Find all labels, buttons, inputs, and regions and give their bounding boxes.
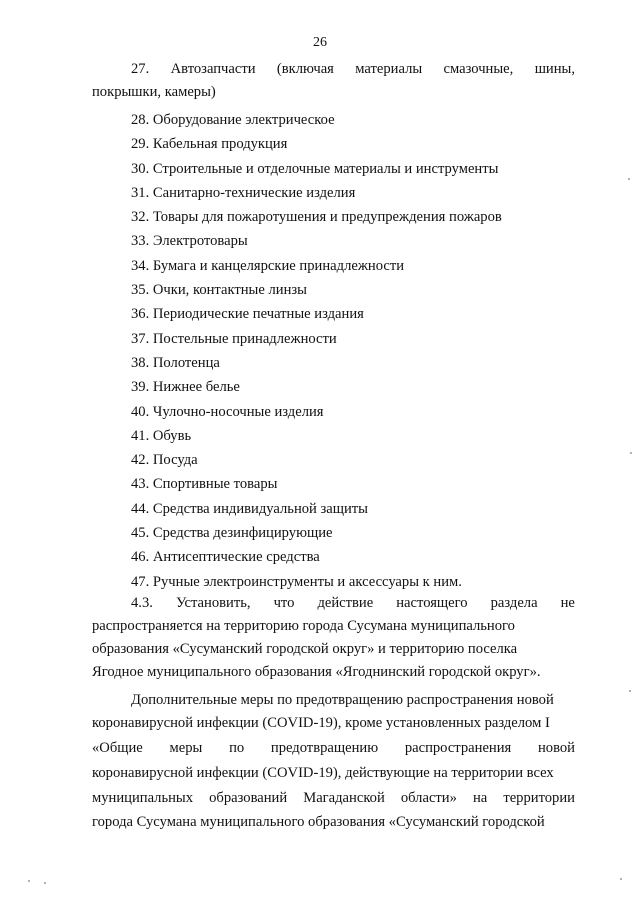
word: Магаданской (303, 790, 385, 806)
list-item: 45. Средства дезинфицирующие (131, 525, 333, 542)
list-item: 35. Очки, контактные линзы (131, 282, 307, 299)
paragraph-line-4: коронавирусной инфекции (COVID-19), действующие на территории всех (92, 765, 554, 781)
list-item: 32. Товары для пожаротушения и предупреждения пожаров (131, 209, 502, 226)
list-item: 28. Оборудование электрическое (131, 112, 335, 128)
list-item: 40. Чулочно-носочные изделия (131, 403, 324, 420)
word: Установить, (175, 595, 251, 611)
list-item: 43. Спортивные товары (131, 476, 278, 493)
scan-speck (628, 178, 630, 180)
page-number: 26 (313, 35, 327, 50)
word: что (273, 595, 295, 611)
paragraph-line-5 (92, 789, 575, 807)
paragraph-line-3 (92, 739, 575, 757)
word: не (560, 595, 575, 611)
list-item: 46. Антисептические средства (131, 549, 320, 566)
word: по (229, 740, 245, 756)
word: действие (317, 595, 374, 611)
list-item: 39. Нижнее белье (131, 379, 240, 396)
word: на (472, 790, 488, 806)
list-item: 34. Бумага и канцелярские принадлежности (131, 257, 405, 274)
word: 27. (131, 61, 150, 77)
list-item: 38. Полотенца (131, 354, 220, 371)
list-item: 36. Периодические печатные издания (131, 306, 364, 323)
goods-list (131, 108, 502, 594)
word: меры (169, 740, 203, 756)
list-item: 47. Ручные электроинструменты и аксессуары к ним. (131, 573, 462, 590)
word: раздела (490, 595, 538, 611)
list-item: 33. Электротовары (131, 233, 248, 250)
list-item: 42. Посуда (131, 452, 198, 469)
section-4-3-line-1 (131, 594, 575, 612)
list-item: 44. Средства индивидуальной защиты (131, 500, 368, 517)
word: образований (209, 790, 288, 806)
scan-speck (629, 690, 631, 692)
paragraph-line-1: Дополнительные меры по предотвращению распространения новой (131, 692, 554, 708)
section-4-3-line-2: распространяется на территорию города Сусумана муниципального (92, 618, 515, 634)
word: шины, (534, 61, 575, 77)
word: настоящего (396, 595, 468, 611)
list-item: 31. Санитарно-технические изделия (131, 184, 356, 201)
list-item: 29. Кабельная продукция (131, 136, 288, 153)
section-4-3-line-4: Ягодное муниципального образования «Ягоднинский городской округ». (92, 664, 541, 680)
word: (включая (276, 61, 334, 77)
word: новой (537, 740, 575, 756)
word: смазочные, (443, 61, 514, 77)
word: материалы (355, 61, 423, 77)
word: муниципальных (92, 790, 194, 806)
scan-speck (28, 880, 30, 882)
word: предотвращению (270, 740, 379, 756)
scan-speck (44, 882, 46, 884)
word: распространения (404, 740, 512, 756)
word: области» (400, 790, 457, 806)
list-item: 30. Строительные и отделочные материалы и инструменты (131, 160, 499, 177)
paragraph-line-2: коронавирусной инфекции (COVID-19), кроме установленных разделом I (92, 715, 550, 731)
word: «Общие (92, 740, 143, 756)
scan-speck (620, 878, 622, 880)
scan-speck (630, 452, 632, 454)
section-4-3-line-3: образования «Сусуманский городской округ» и территорию поселка (92, 641, 518, 657)
list-item: 41. Обувь (131, 427, 192, 444)
item-27-line-2: покрышки, камеры) (92, 84, 216, 100)
item-27-line-1 (131, 60, 575, 78)
word: Автозапчасти (170, 61, 256, 77)
word: территории (503, 790, 575, 806)
word: 4.3. (131, 595, 153, 611)
paragraph-line-6: города Сусумана муниципального образования «Сусуманский городской (92, 814, 545, 830)
list-item: 37. Постельные принадлежности (131, 330, 337, 347)
